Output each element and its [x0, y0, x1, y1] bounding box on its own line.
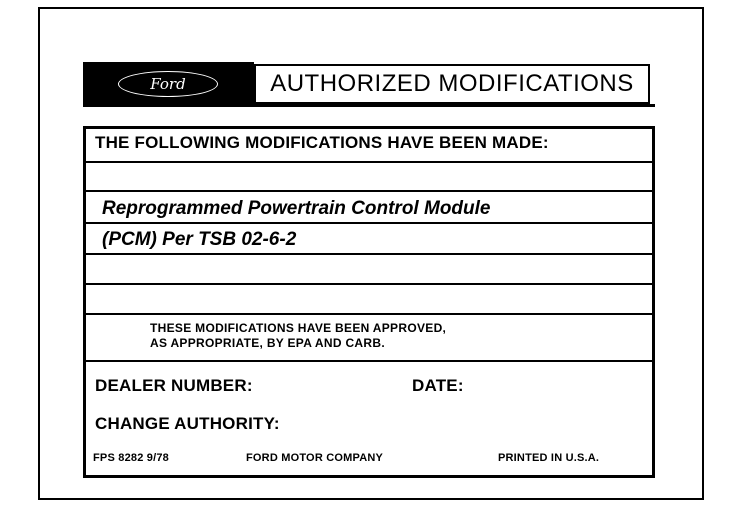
modification-line: (PCM) Per TSB 02-6-2 [102, 229, 297, 250]
date-label: DATE: [412, 376, 464, 395]
form-number: FPS 8282 9/78 [93, 452, 169, 464]
row-divider [86, 283, 652, 285]
modification-line: Reprogrammed Powertrain Control Module [102, 198, 491, 219]
dealer-number-label: DEALER NUMBER: [95, 376, 253, 395]
row-divider [86, 313, 652, 315]
modifications-heading: THE FOLLOWING MODIFICATIONS HAVE BEEN MADE: [95, 133, 549, 152]
change-authority-label: CHANGE AUTHORITY: [95, 414, 280, 433]
row-divider [86, 360, 652, 362]
row-divider [86, 161, 652, 163]
header-divider [83, 104, 655, 107]
ford-logo-icon: Ford [118, 71, 218, 97]
approval-line: AS APPROPRIATE, BY EPA AND CARB. [150, 336, 385, 350]
label-title: AUTHORIZED MODIFICATIONS [254, 64, 650, 104]
row-divider [86, 190, 652, 192]
row-divider [86, 253, 652, 255]
printed-in-label: PRINTED IN U.S.A. [498, 452, 600, 464]
row-divider [86, 222, 652, 224]
approval-statement [86, 321, 652, 351]
approval-line: THESE MODIFICATIONS HAVE BEEN APPROVED, [150, 321, 447, 335]
ford-logo-block [83, 62, 254, 106]
company-name: FORD MOTOR COMPANY [246, 452, 384, 464]
